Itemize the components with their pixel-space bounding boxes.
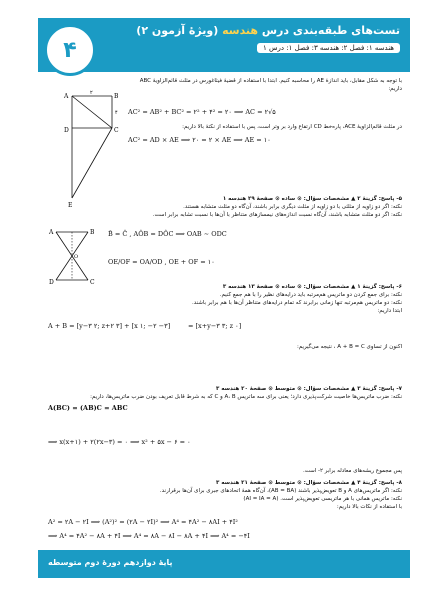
note-line: نکته: ضرب ماتریس‌ها خاصیت شرکت‌پذیری دارد؛ یعنی برای سه ماتریس A، B و C که به شرط قابل تعریف بودن ضرب ماتریس‌ها، داریم: [90, 394, 402, 400]
worksheet-page [38, 18, 410, 578]
answer-heading: ۶- پاسخ: گزینهٔ ۱ ▲ مشخصات سؤال: ⊙ ساده ⊙ صفحهٔ ۱۳ هندسه ۳ [222, 284, 402, 290]
point-label-e: E [68, 202, 73, 208]
length-bc: ۴ [115, 110, 118, 116]
point-label-a: A [64, 93, 69, 100]
equation: A² = ۲A − ۲I ⟹ (A²)² = (۲A − ۲I)² ⟹ A⁴ = ۴A² − ۸AI + ۴I² [48, 518, 238, 526]
triangle-figure [52, 88, 122, 208]
point-label-d: D [64, 127, 69, 134]
page-header [38, 18, 410, 72]
equation: B̂ = Ĉ , AÔB = DÔC ⟹ OAB ∼ ODC [108, 230, 227, 238]
equation: ⟹ x(x+۱) + ۲(۲x−۳) = ۰ ⟹ x² + ۵x − ۶ = ۰ [48, 438, 191, 446]
note-line: اکنون از تساوی A + B = C ، نتیجه می‌گیریم: [296, 344, 402, 350]
answer-heading: ۸- پاسخ: گزینهٔ ۴ ▲ مشخصات سؤال: ⊙ متوسط ⊙ صفحهٔ ۲۱ هندسه ۳ [215, 480, 402, 486]
note-line: نکته: اگر دو مثلث متشابه باشند، آن‌گاه نسبت اندازه‌های نیمسازهای متناظر با آن‌ها با نسبت تشابه برابر است. [152, 212, 402, 218]
chapter-badge: ۴ [44, 24, 96, 76]
note-line: نکته: اگر ماتریس‌های A و B تعویض‌پذیر باشند (AB = BA)، آن‌گاه همهٔ اتحادهای جبری برای آن‌ها برقرارند. [159, 488, 402, 494]
chapter-subtitle: هندسه ۱: فصل ۲: هندسه ۳: فصل ۱: درس ۱ [257, 43, 400, 53]
equation: A(BC) = (AB)C = ABC [48, 404, 128, 412]
point-label-a: A [49, 229, 54, 236]
point-label-c: C [114, 127, 119, 134]
bowtie-figure [48, 220, 98, 290]
solution-line: داریم: [388, 86, 402, 92]
note-line: با استفاده از نکات بالا داریم: [336, 504, 402, 510]
point-label-d: D [49, 279, 54, 286]
equation: A + B = [y−۳ ۲; z+۲ ۳] + [x ۱; −۲ −۳] [48, 322, 171, 330]
equation: OE/OF = OA/OD , OE + OF = ۱۰ [108, 258, 215, 266]
solution-line: در مثلث قائم‌الزاویهٔ ACE، پاره‌خط CD ارتفاع وارد بر وتر است، پس با استفاده از نکتهٔ بالا داریم: [182, 124, 402, 130]
equation: AC² = AD × AE ⟹ ۲۰ = ۲ × AE ⟹ AE = ۱۰ [128, 136, 271, 144]
footer-text: پایهٔ دوازدهم دورهٔ دوم متوسطه [48, 558, 173, 567]
point-label-c: C [90, 279, 95, 286]
equation: = [x+y−۳ ۳; z ۰] [188, 322, 242, 330]
point-label-o: O [74, 254, 79, 260]
note-line: نکته: اگر دو زاویه از مثلثی با دو زاویه از مثلث دیگری برابر باشند، آن‌گاه دو مثلث متشابه هستند. [183, 204, 402, 210]
note-line: نکته: برای جمع کردن دو ماتریس هم‌مرتبه باید درایه‌های نظیر را با هم جمع کنیم. [219, 292, 402, 298]
note-line: نکته: ماتریس همانی با هر ماتریسی تعویض‌پذیر است. (AI = IA = A) [243, 496, 402, 502]
solution-line: با توجه به شکل مقابل، باید اندازهٔ AE را محاسبه کنیم. ابتدا با استفاده از قضیهٔ فیثاغورس در مثلث قائم‌الزاویهٔ ABC [139, 78, 402, 84]
page-title: تست‌های طبقه‌بندی درس هندسه (ویژهٔ آزمون ۲) [136, 24, 400, 37]
note-line: ابتدا داریم: [377, 308, 402, 314]
page-footer [38, 550, 410, 578]
answer-heading: ۷- پاسخ: گزینهٔ ۳ ▲ مشخصات سؤال: ⊙ متوسط ⊙ صفحهٔ ۲۰ هندسه ۳ [215, 386, 402, 392]
note-line: نکته: دو ماتریس هم‌مرتبه تنها زمانی برابرند که تمام درایه‌های متناظر آن‌ها با هم برابر باشند. [191, 300, 402, 306]
point-label-b: B [114, 93, 119, 100]
answer-heading: ۵- پاسخ: گزینهٔ ۲ ▲ مشخصات سؤال: ⊙ ساده ⊙ صفحهٔ ۲۹ هندسه ۱ [222, 196, 402, 202]
length-ab: ۲ [90, 90, 93, 96]
equation: ⟹ A⁴ = ۴A² − ۸A + ۴I ⟹ A⁴ = ۸A − ۸I − ۸A + ۴I ⟹ A⁴ = −۴I [48, 532, 250, 540]
note-line: پس مجموع ریشه‌های معادله برابر ۲- است. [302, 468, 402, 474]
equation: AC² = AB² + BC² = ۲² + ۴² = ۲۰ ⟹ AC = ۲√۵ [128, 108, 276, 116]
point-label-b: B [90, 229, 95, 236]
